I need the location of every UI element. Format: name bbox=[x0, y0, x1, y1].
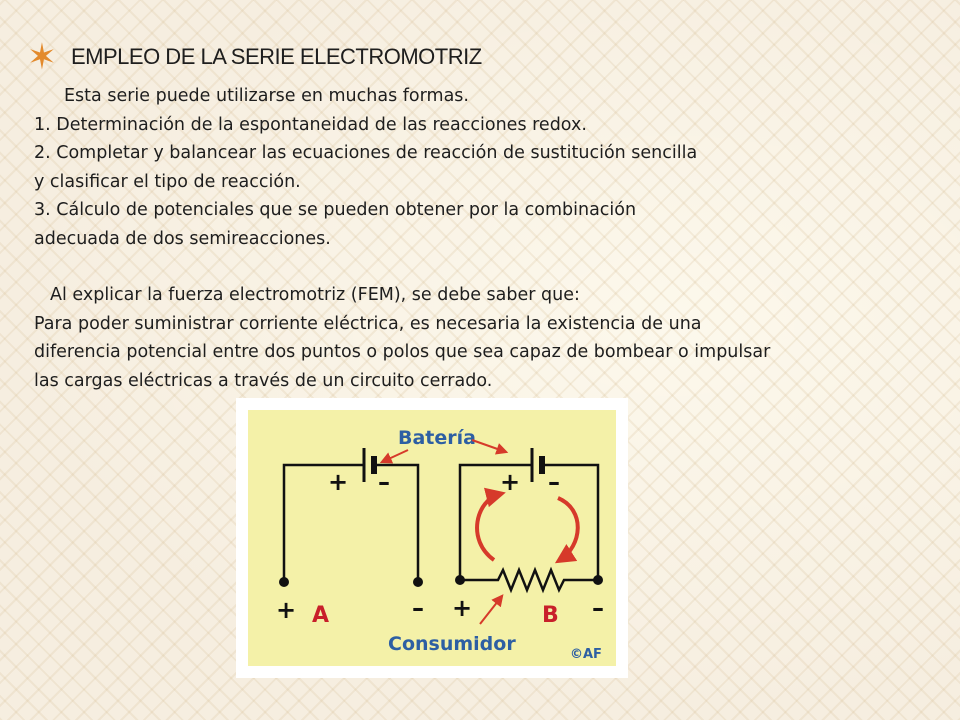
battery-b-minus: – bbox=[548, 468, 560, 496]
terminal-b-plus: + bbox=[452, 594, 473, 622]
body-line: 1. Determinación de la espontaneidad de las reacciones redox. bbox=[34, 114, 587, 135]
circuit-diagram-svg bbox=[248, 410, 616, 666]
body-line: 2. Completar y balancear las ecuaciones de reacción de sustitución sencilla bbox=[34, 143, 698, 163]
terminal-b-minus: – bbox=[592, 594, 604, 622]
pointer-arrow-icon bbox=[480, 596, 502, 624]
battery-a-plus: + bbox=[328, 468, 349, 496]
battery-b-plus: + bbox=[500, 468, 521, 496]
pointer-arrow-icon bbox=[382, 450, 408, 462]
body-line: Para poder suministrar corriente eléctrica, es necesaria la existencia de una bbox=[34, 313, 702, 334]
terminal-dot bbox=[455, 575, 465, 585]
body-line: Al explicar la fuerza electromotriz (FEM), se debe saber que: bbox=[50, 285, 580, 305]
terminal-dot bbox=[593, 575, 603, 585]
slide-title: EMPLEO DE LA SERIE ELECTROMOTRIZ bbox=[71, 44, 482, 69]
pointer-arrow-icon bbox=[472, 440, 506, 452]
circuit-b-label: B bbox=[542, 603, 559, 628]
current-arrow-icon bbox=[477, 494, 500, 560]
circuit-a bbox=[279, 448, 423, 587]
battery-a-minus: – bbox=[378, 468, 390, 496]
terminal-a-minus: – bbox=[412, 594, 424, 622]
circuit-diagram-image bbox=[236, 398, 628, 678]
terminal-a-plus: + bbox=[276, 596, 297, 624]
body-line: Esta serie puede utilizarse en muchas formas. bbox=[64, 86, 469, 106]
copyright-mark: ©AF bbox=[570, 647, 602, 662]
current-arrow-icon bbox=[558, 498, 578, 560]
body-line: diferencia potencial entre dos puntos o polos que sea capaz de bombear o impulsar bbox=[34, 342, 771, 362]
terminal-dot bbox=[279, 577, 289, 587]
terminal-dot bbox=[413, 577, 423, 587]
body-line: adecuada de dos semireacciones. bbox=[34, 228, 331, 249]
circuit-a-label: A bbox=[312, 603, 330, 628]
body-line: 3. Cálculo de potenciales que se pueden obtener por la combinación bbox=[34, 200, 637, 220]
consumer-label: Consumidor bbox=[388, 633, 516, 655]
battery-label: Batería bbox=[398, 427, 476, 449]
slide-body bbox=[34, 82, 914, 395]
resistor-icon bbox=[460, 570, 598, 590]
orange-star-icon: ✶ bbox=[26, 37, 58, 78]
body-line: y clasificar el tipo de reacción. bbox=[34, 171, 301, 192]
body-line: las cargas eléctricas a través de un circuito cerrado. bbox=[34, 370, 493, 391]
circuit-diagram-panel bbox=[248, 410, 616, 666]
